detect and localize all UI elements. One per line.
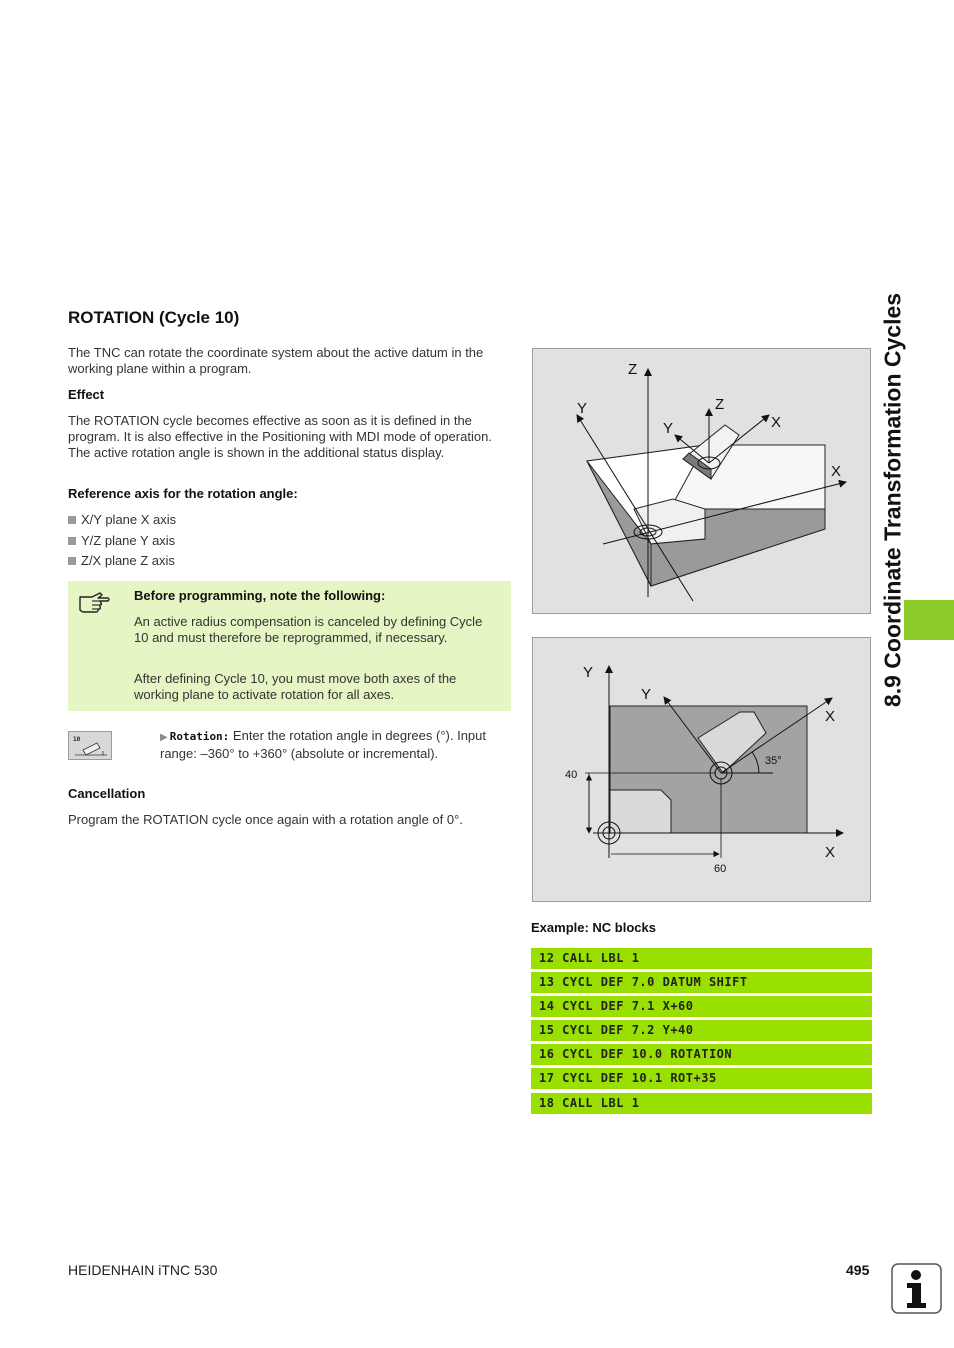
axis-label-y-rotated: Y xyxy=(641,686,652,703)
note-title: Before programming, note the following: xyxy=(134,588,386,603)
axis-label-x-rotated: X xyxy=(771,414,782,431)
arrow-right-icon: ▶ xyxy=(160,732,168,743)
footer-product: HEIDENHAIN iTNC 530 xyxy=(68,1262,218,1278)
bullet-square-icon xyxy=(68,516,76,524)
list-item: Z/X plane Z axis xyxy=(68,553,175,568)
nc-block-row: 17 CYCL DEF 10.1 ROT+35 xyxy=(531,1068,872,1089)
axis-label-x: X xyxy=(831,463,842,480)
list-item: X/Y plane X axis xyxy=(68,512,176,527)
bullet-square-icon xyxy=(68,557,76,565)
pointing-hand-icon xyxy=(78,591,110,613)
nc-block-row: 14 CYCL DEF 7.1 X+60 xyxy=(531,996,872,1017)
note-box xyxy=(68,581,511,711)
cancellation-text: Program the ROTATION cycle once again with a rotation angle of 0°. xyxy=(68,812,463,827)
axis-label-x-rotated: X xyxy=(825,708,836,725)
axis-label-y: Y xyxy=(583,664,594,681)
rotation-3d-figure xyxy=(532,348,871,614)
axis-label-z: Z xyxy=(628,361,638,378)
example-title: Example: NC blocks xyxy=(531,920,656,935)
bullet-square-icon xyxy=(68,537,76,545)
cycle-icon-label: 10 xyxy=(73,736,81,743)
nc-block-row: 12 CALL LBL 1 xyxy=(531,948,872,969)
dimension-label-y: 40 xyxy=(565,769,578,781)
parameter-name: Rotation: xyxy=(169,730,230,743)
list-item: Y/Z plane Y axis xyxy=(68,533,175,548)
note-paragraph: After defining Cycle 10, you must move both axes of the working plane to activate rotation for all axes. xyxy=(134,671,457,702)
nc-block-row: 15 CYCL DEF 7.2 Y+40 xyxy=(531,1020,872,1041)
cancellation-heading: Cancellation xyxy=(68,786,146,801)
section-title: ROTATION (Cycle 10) xyxy=(68,308,240,327)
note-paragraph: An active radius compensation is canceled by defining Cycle 10 and must therefore be reprogrammed, if necessary. xyxy=(134,614,483,645)
nc-block-row: 13 CYCL DEF 7.0 DATUM SHIFT xyxy=(531,972,872,993)
nc-block-row: 16 CYCL DEF 10.0 ROTATION xyxy=(531,1044,872,1065)
axis-label-y: Y xyxy=(577,400,588,417)
effect-text: The ROTATION cycle becomes effective as soon as it is defined in the program. It is also effective in the Positioning with MDI mode of operation. The active rotation angle is shown in the additional status display. xyxy=(68,413,492,460)
info-icon xyxy=(891,1263,942,1314)
intro-text: The TNC can rotate the coordinate system about the active datum in the working plane within a program. xyxy=(68,345,484,376)
page-number: 495 xyxy=(846,1262,870,1278)
nc-block-row: 18 CALL LBL 1 xyxy=(531,1093,872,1114)
rotation-2d-figure xyxy=(532,637,871,902)
axis-label-z-rotated: Z xyxy=(715,396,725,413)
dimension-label-x: 60 xyxy=(714,863,727,875)
angle-label: 35° xyxy=(765,755,782,767)
reference-heading: Reference axis for the rotation angle: xyxy=(68,486,298,501)
axis-label-x: X xyxy=(825,844,836,861)
effect-heading: Effect xyxy=(68,387,105,402)
chapter-tab xyxy=(904,600,954,640)
parameter-description xyxy=(160,728,510,762)
parameter-text: Enter the rotation angle in degrees (°). Input range: –360° to +360° (absolute or incremental). xyxy=(160,728,486,761)
axis-label-y-rotated: Y xyxy=(663,420,674,437)
cycle-10-rotation-icon xyxy=(68,731,112,760)
